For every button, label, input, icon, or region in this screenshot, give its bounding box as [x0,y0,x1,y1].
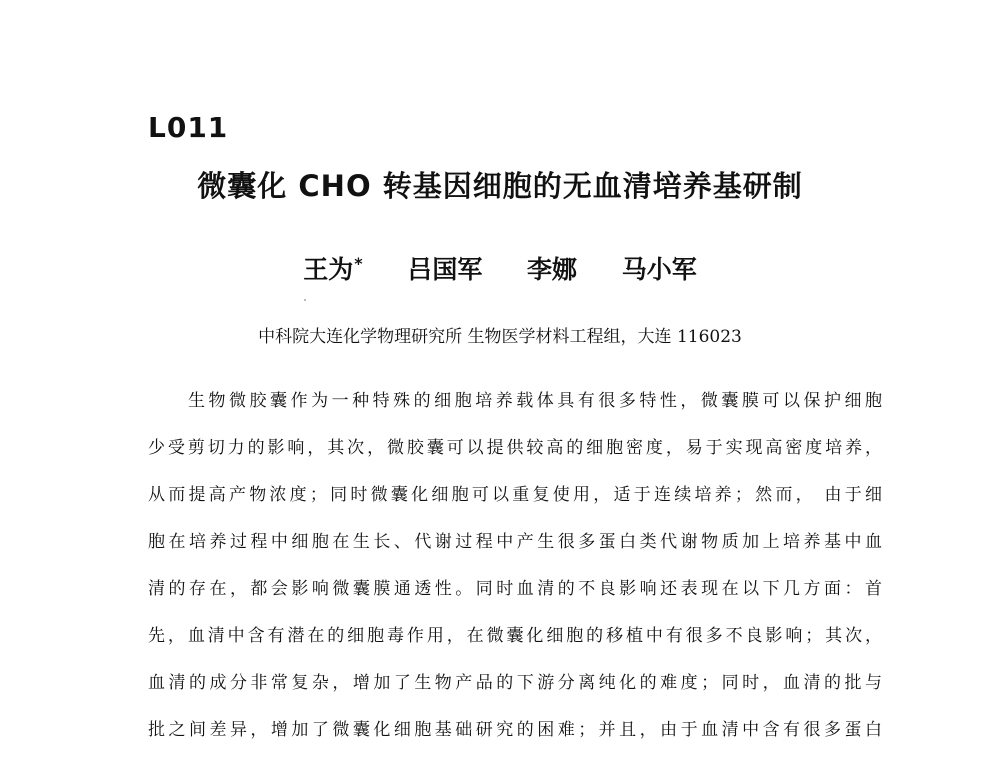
author-1 [303,255,362,284]
body-line: 生物微胶囊作为一种特殊的细胞培养载体具有很多特性，微囊膜可以保护细胞 [188,391,882,411]
author-3: 李娜 [527,255,578,285]
body-line: 批之间差异，增加了微囊化细胞基础研究的困难；并且，由于血清中含有很多蛋白 [148,720,882,740]
paper-title: 微囊化 CHO 转基因细胞的无血清培养基研制 [197,169,803,203]
body-line: 血清的成分非常复杂，增加了生物产品的下游分离纯化的难度；同时，血清的批与 [148,673,882,693]
body-line: 胞在培养过程中细胞在生长、代谢过程中产生很多蛋白类代谢物质加上培养基中血 [148,532,882,552]
abstract-body [148,378,882,754]
author-list [0,244,1000,290]
body-line: 先，血清中含有潜在的细胞毒作用，在微囊化细胞的移植中有很多不良影响；其次， [148,626,882,646]
corresponding-author-mark: * [354,254,363,273]
body-line: 清的存在，都会影响微囊膜通透性。同时血清的不良影响还表现在以下几方面：首 [148,579,882,599]
body-line: 从而提高产物浓度；同时微囊化细胞可以重复使用，适于连续培养；然而， 由于细 [148,485,882,505]
body-line: 少受剪切力的影响，其次，微胶囊可以提供较高的细胞密度，易于实现高密度培养， [148,438,882,458]
author-2: 吕国军 [407,255,483,285]
author-4: 马小军 [621,255,697,285]
abstract-code: L011 [148,111,229,144]
scan-speck [304,299,306,301]
author-name: 王为 [303,255,354,285]
affiliation: 中科院大连化学物理研究所 生物医学材料工程组，大连 116023 [258,327,742,347]
